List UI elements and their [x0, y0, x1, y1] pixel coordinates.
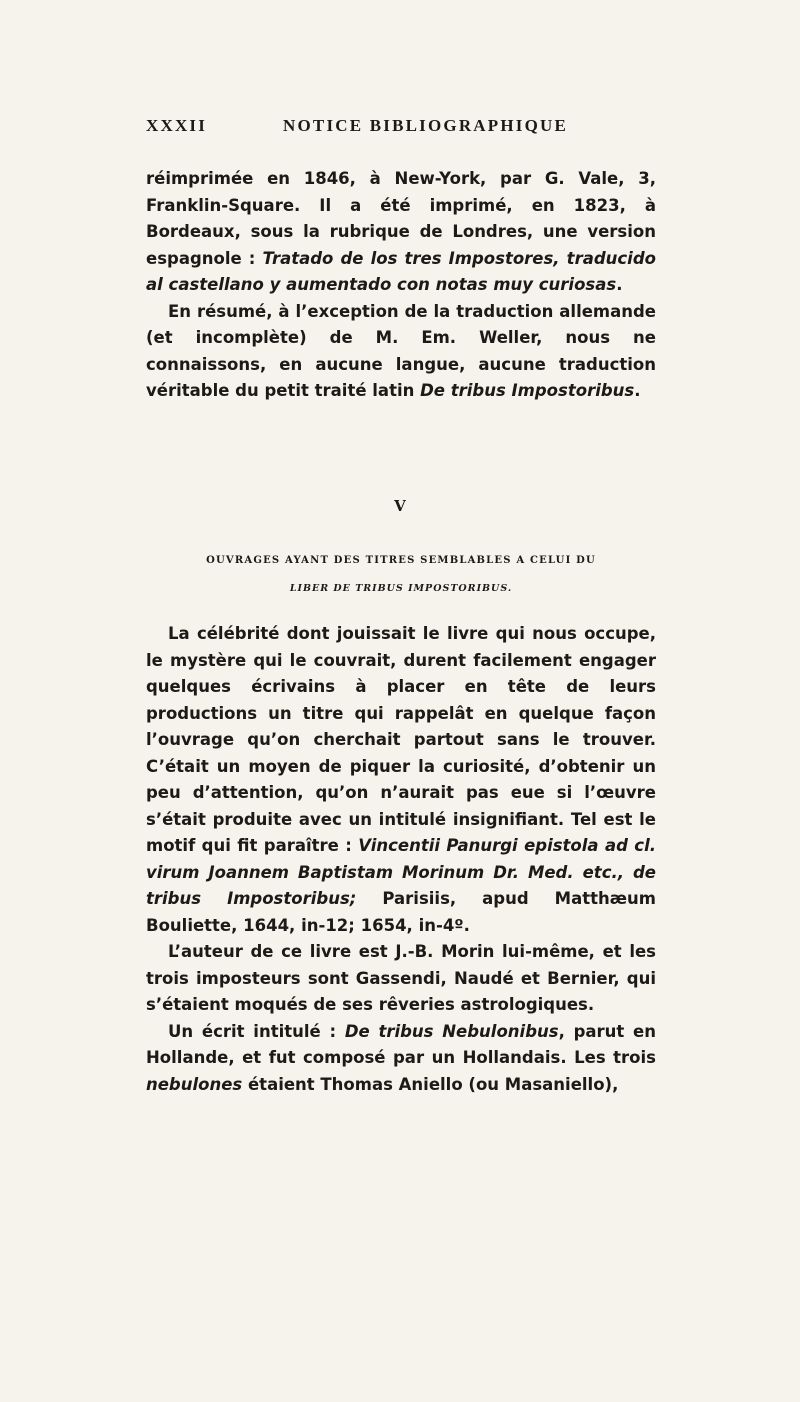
text-run: étaient Thomas Aniello (ou Masaniello),: [242, 1074, 619, 1094]
paragraph: [146, 621, 656, 939]
text-run: En résumé, à l’exception de la traduction allemande (et incomplète) de M. Em. Weller, nous ne connaissons, en aucune langue, aucune traduction véritable du petit traité latin: [146, 301, 656, 400]
italic-title: Vincentii Panurgi epistola ad cl. virum Joannem Baptistam Morinum Dr. Med. etc., de tribus Impostoribus;: [146, 836, 656, 908]
section-heading: OUVRAGES AYANT DES TITRES SEMBLABLES A CELUI DU: [206, 555, 596, 566]
text-run: Un écrit intitulé :: [168, 1021, 345, 1041]
body-text-top: [146, 166, 656, 405]
text-run: Parisiis, apud Matthæum Bouliette, 1644, in-12; 1654, in-4º.: [146, 889, 656, 935]
text-run: L’auteur de ce livre est J.-B. Morin lui-même, et les trois imposteurs sont Gassendi, Naudé et Bernier, qui s’étaient moqués de ses rêveries astrologiques.: [146, 942, 656, 1014]
paragraph: [146, 1019, 656, 1099]
body-text-bottom: [146, 621, 656, 1098]
section-numeral: V: [394, 497, 406, 515]
italic-title: De tribus Impostoribus: [420, 381, 635, 400]
text-run: , parut en Hollande, et fut composé par un Hollandais. Les trois: [146, 1021, 656, 1067]
running-title: NOTICE BIBLIOGRAPHIQUE: [283, 116, 569, 135]
italic-title: Tratado de los tres Impostores, traducido al castellano y aumentado con notas muy curiosas: [146, 248, 656, 294]
page-number: XXXII: [146, 116, 208, 135]
paragraph: [146, 939, 656, 1019]
paragraph: [146, 166, 656, 299]
italic-word: nebulones: [146, 1074, 243, 1094]
text-run: réimprimée en 1846, à New-York, par G. Vale, 3, Franklin-Square. Il a été imprimé, en 1823, à Bordeaux, sous la rubrique de Londres, une version espagnole :: [146, 169, 656, 268]
text-run: .: [634, 381, 641, 400]
section-subheading: LIBER DE TRIBUS IMPOSTORIBUS.: [289, 583, 513, 594]
text-run: .: [616, 275, 623, 294]
italic-title: De tribus Nebulonibus: [344, 1021, 559, 1041]
paragraph: [146, 299, 656, 405]
text-run: La célébrité dont jouissait le livre qui nous occupe, le mystère qui le couvrait, durent facilement engager quelques écrivains à placer en tête de leurs productions un titre qui rappelât en quelque façon l’ouvrage qu’on cherchait partout sans le trouver. C’était un moyen de piquer la curiosité, d’obtenir un peu d’attention, qu’on n’aurait pas eue si l’œuvre s’était produite avec un intitulé insignifiant. Tel est le motif qui fit paraître :: [146, 624, 656, 855]
